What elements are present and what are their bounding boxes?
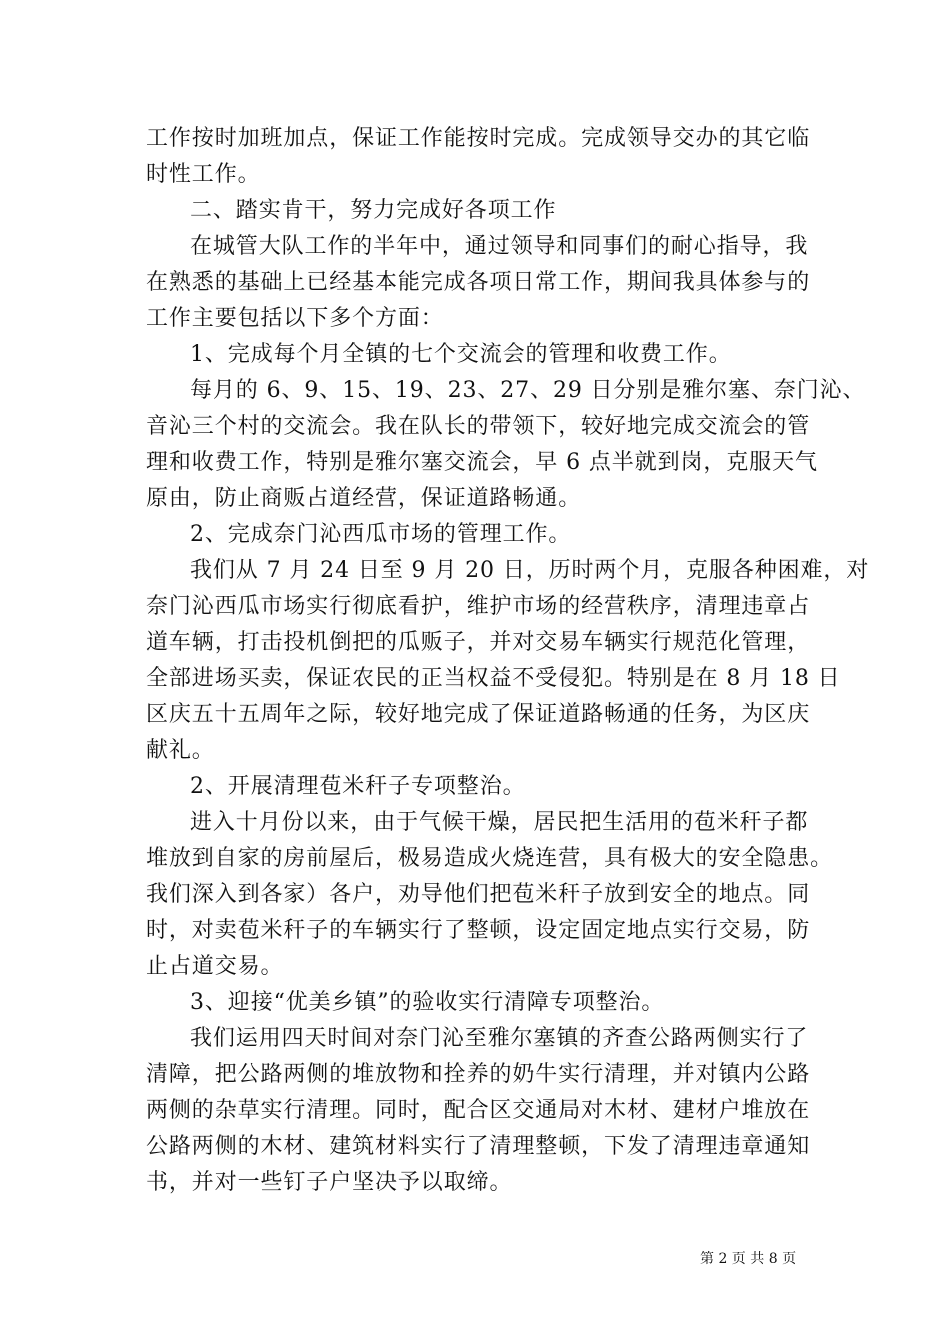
- text-line: 音沁三个村的交流会。我在队长的带领下，较好地完成交流会的管: [146, 414, 811, 439]
- text-line: 全部进场买卖，保证农民的正当权益不受侵犯。特别是在 8 月 18 日: [146, 666, 841, 691]
- text-line: 工作主要包括以下多个方面：: [146, 306, 444, 331]
- text-line: 止占道交易。: [146, 954, 284, 979]
- text-line: 进入十月份以来，由于气候干燥，居民把生活用的苞米秆子都: [190, 810, 809, 835]
- text-line: 工作按时加班加点，保证工作能按时完成。完成领导交办的其它临: [146, 126, 811, 151]
- text-line: 理和收费工作，特别是雅尔塞交流会，早 6 点半就到岗，克服天气: [146, 450, 818, 475]
- text-line: 我们深入到各家）各户，劝导他们把苞米秆子放到安全的地点。同: [146, 882, 811, 907]
- text-line: 献礼。: [146, 738, 215, 763]
- text-line: 我们从 7 月 24 日至 9 月 20 日，历时两个月，克服各种困难，对: [190, 558, 870, 583]
- text-line: 在熟悉的基础上已经基本能完成各项日常工作，期间我具体参与的: [146, 270, 811, 295]
- text-line: 原由，防止商贩占道经营，保证道路畅通。: [146, 486, 582, 511]
- text-line: 书，并对一些钉子户坚决予以取缔。: [146, 1170, 513, 1195]
- text-line: 时性工作。: [146, 162, 261, 187]
- text-line: 公路两侧的木材、建筑材料实行了清理整顿，下发了清理违章通知: [146, 1134, 811, 1159]
- text-line: 堆放到自家的房前屋后，极易造成火烧连营，具有极大的安全隐患。: [146, 846, 834, 871]
- text-line: 清障，把公路两侧的堆放物和拴养的奶牛实行清理，并对镇内公路: [146, 1062, 811, 1087]
- item-heading: 1、完成每个月全镇的七个交流会的管理和收费工作。: [190, 342, 732, 367]
- section-heading: 二、踏实肯干，努力完成好各项工作: [190, 198, 557, 223]
- text-line: 我们运用四天时间对奈门沁至雅尔塞镇的齐查公路两侧实行了: [190, 1026, 809, 1051]
- text-line: 道车辆，打击投机倒把的瓜贩子，并对交易车辆实行规范化管理，: [146, 630, 811, 655]
- page-number: 第 2 页 共 8 页: [700, 1251, 797, 1267]
- text-line: 区庆五十五周年之际，较好地完成了保证道路畅通的任务，为区庆: [146, 702, 811, 727]
- item-heading: 3、迎接“优美乡镇”的验收实行清障专项整治。: [190, 990, 665, 1015]
- item-heading: 2、开展清理苞米秆子专项整治。: [190, 774, 526, 799]
- item-heading: 2、完成奈门沁西瓜市场的管理工作。: [190, 522, 572, 547]
- text-line: 每月的 6、9、15、19、23、27、29 日分别是雅尔塞、奈门沁、: [190, 378, 866, 403]
- text-line: 奈门沁西瓜市场实行彻底看护，维护市场的经营秩序，清理违章占: [146, 594, 811, 619]
- text-line: 在城管大队工作的半年中，通过领导和同事们的耐心指导，我: [190, 234, 809, 259]
- text-line: 两侧的杂草实行清理。同时，配合区交通局对木材、建材户堆放在: [146, 1098, 811, 1123]
- text-line: 时，对卖苞米秆子的车辆实行了整顿，设定固定地点实行交易，防: [146, 918, 811, 943]
